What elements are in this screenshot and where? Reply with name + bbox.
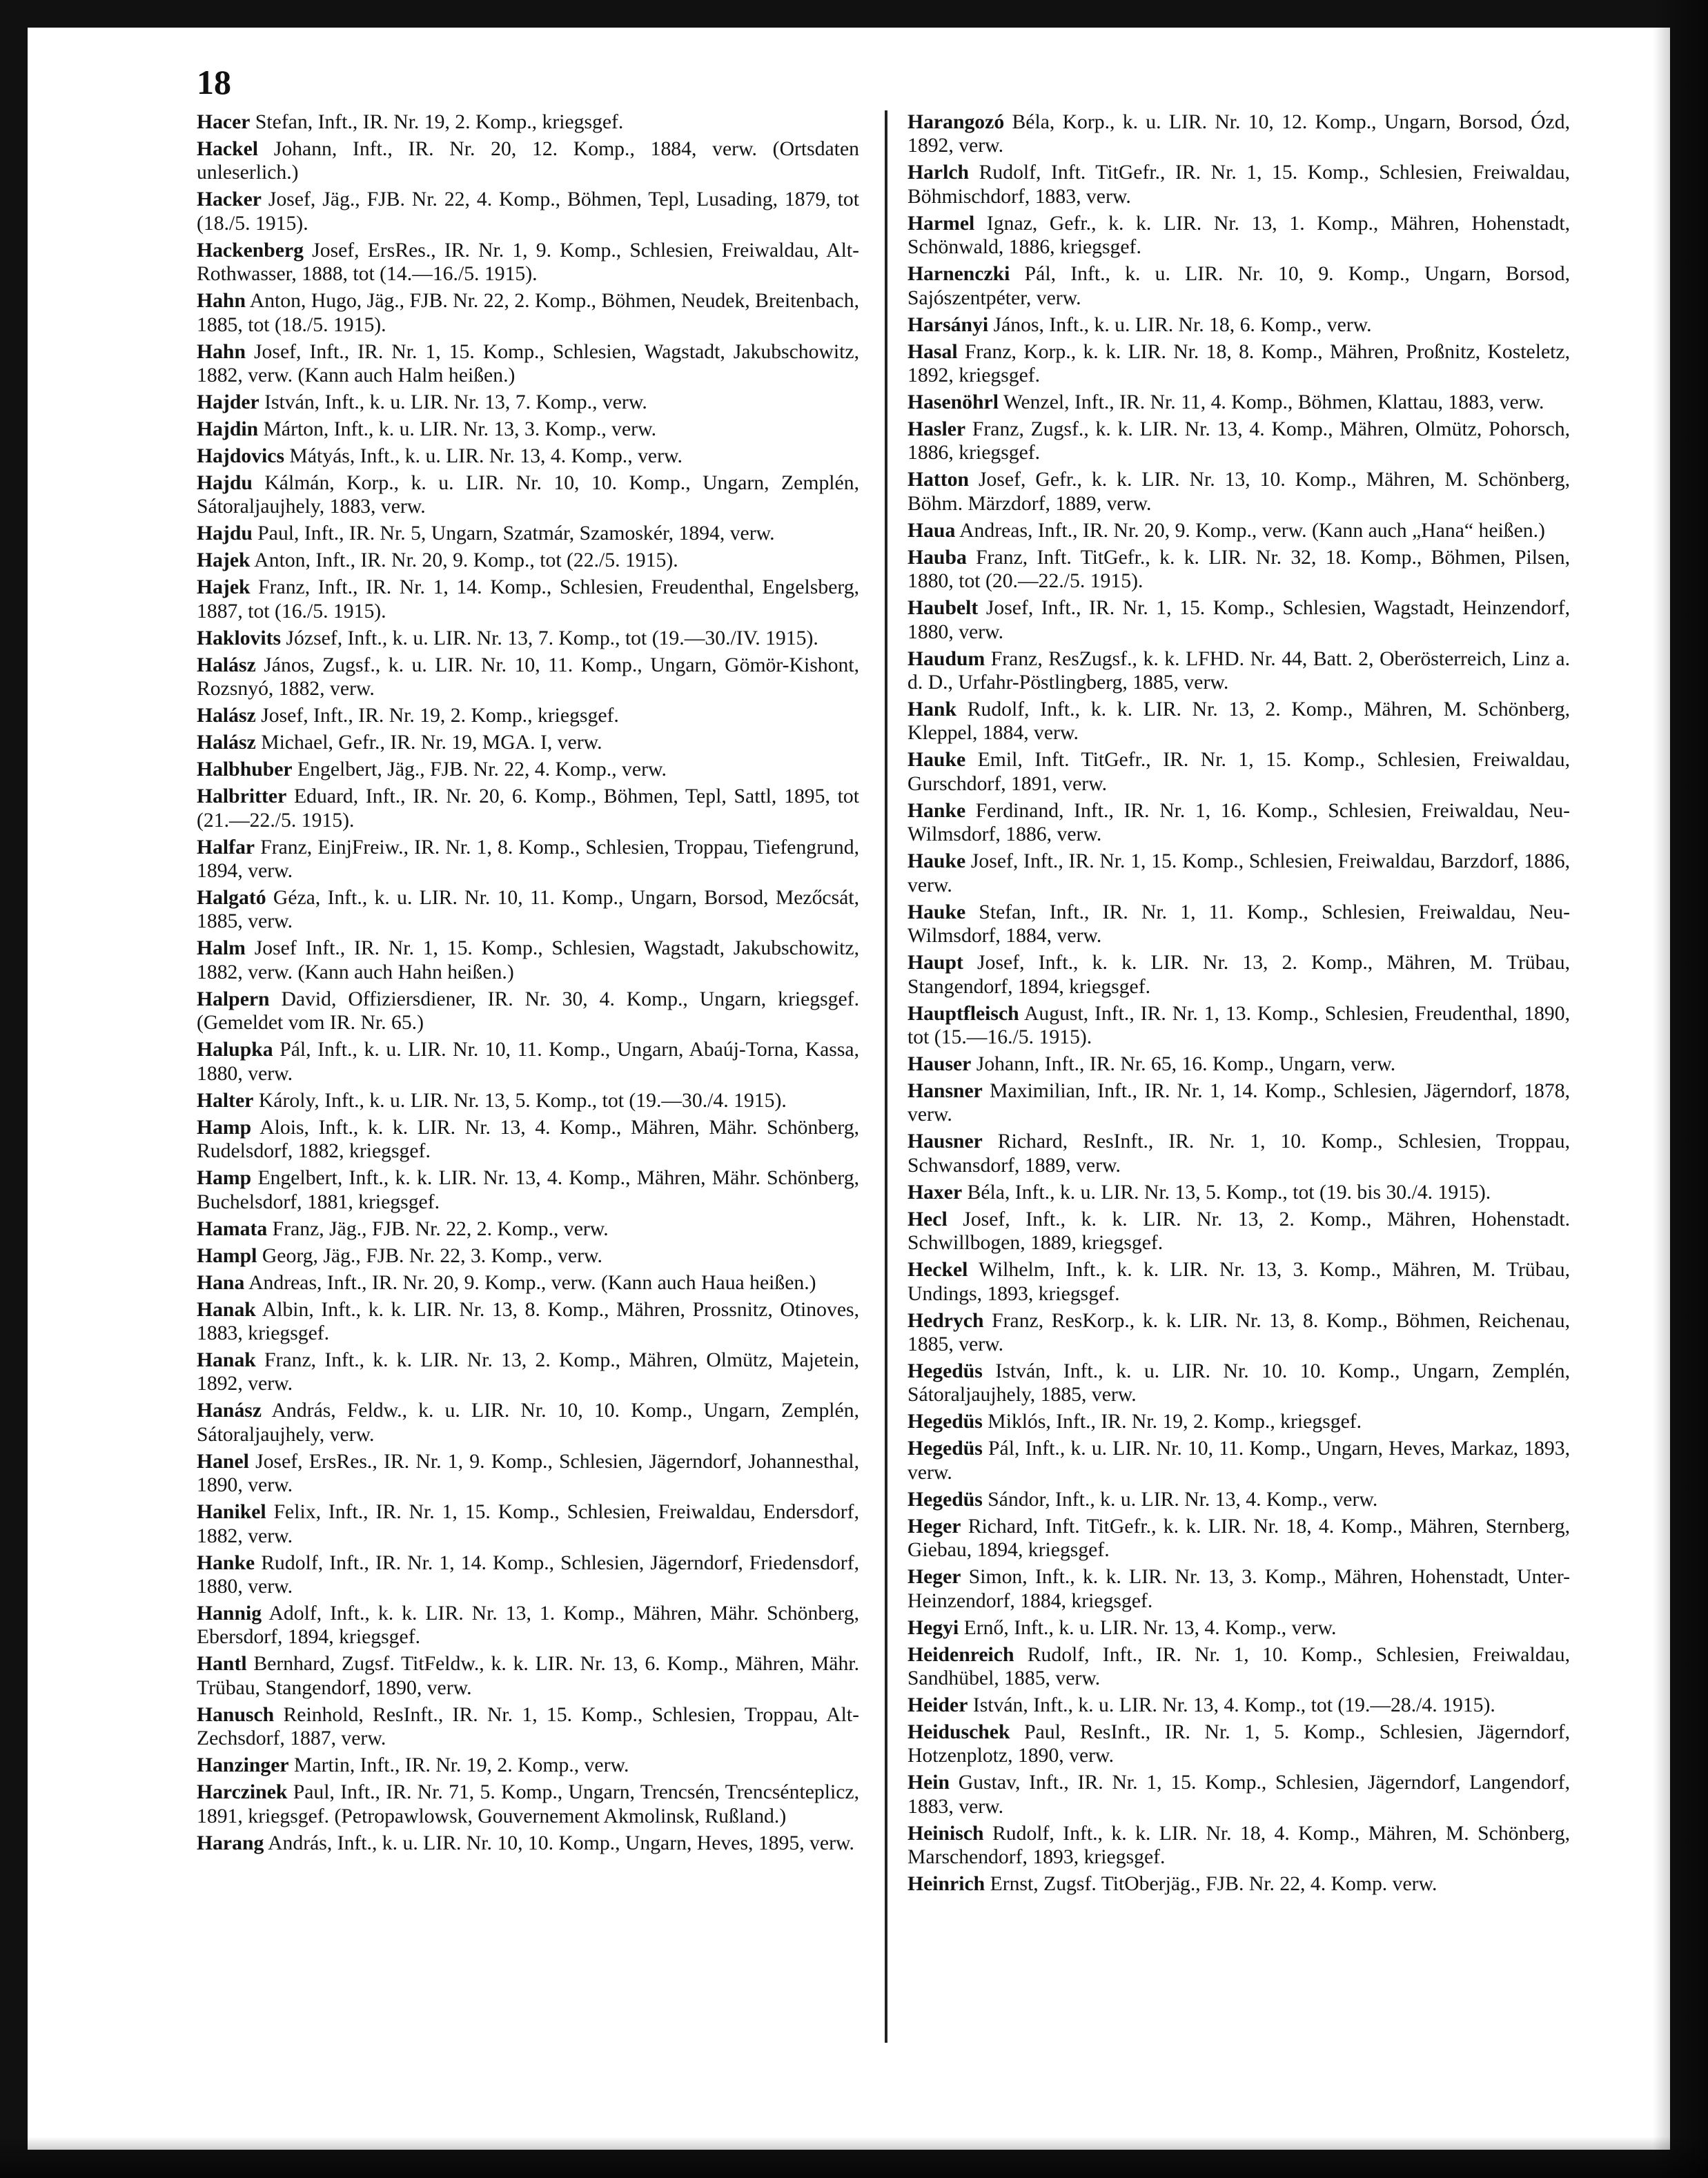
surname: Hajdovics xyxy=(197,445,284,468)
surname: Hauke xyxy=(907,749,966,772)
entry-details: Stefan, Inft., IR. Nr. 19, 2. Komp., kriegsgef. xyxy=(250,111,624,133)
surname: Heinisch xyxy=(907,1822,984,1845)
surname: Hanak xyxy=(197,1348,256,1371)
list-item xyxy=(197,576,859,623)
list-item xyxy=(907,748,1570,796)
surname: Halász xyxy=(197,732,256,754)
surname: Hajdu xyxy=(197,522,253,545)
entry-details: András, Inft., k. u. LIR. Nr. 10, 10. Komp., Ungarn, Heves, 1895, verw. xyxy=(264,1832,854,1854)
surname: Hauba xyxy=(907,546,967,569)
surname: Hajek xyxy=(197,576,251,599)
list-item xyxy=(197,1551,859,1599)
list-item xyxy=(197,1271,859,1295)
list-item xyxy=(907,901,1570,948)
surname: Hauptfleisch xyxy=(907,1002,1019,1025)
list-item xyxy=(907,262,1570,310)
entry-details: Josef, Inft., IR. Nr. 1, 15. Komp., Schlesien, Wagstadt, Jakubschowitz, 1882, verw. (Kann auch Halm heißen.) xyxy=(197,340,859,387)
entry-details: Bernhard, Zugsf. TitFeldw., k. k. LIR. Nr. 13, 6. Komp., Mähren, Mähr. Trübau, Stangendorf, 1890, verw. xyxy=(197,1653,859,1699)
entry-details: Paul, Inft., IR. Nr. 5, Ungarn, Szatmár, Szamoskér, 1894, verw. xyxy=(252,522,775,545)
surname: Haupt xyxy=(907,952,963,974)
surname: Hanikel xyxy=(197,1501,266,1524)
list-item xyxy=(907,1694,1570,1717)
entry-details: Béla, Korp., k. u. LIR. Nr. 10, 12. Komp., Ungarn, Borsod, Ózd, 1892, verw. xyxy=(907,111,1570,157)
entry-details: Engelbert, Inft., k. k. LIR. Nr. 13, 4. Komp., Mähren, Mähr. Schönberg, Buchelsdorf, 1881, kriegsgef. xyxy=(197,1167,859,1213)
entry-details: Johann, Inft., IR. Nr. 20, 12. Komp., 1884, verw. (Ortsdaten unleserlich.) xyxy=(197,138,859,184)
entry-details: Albin, Inft., k. k. LIR. Nr. 13, 8. Komp., Mähren, Prossnitz, Otinoves, 1883, kriegsgef. xyxy=(197,1298,859,1344)
list-item xyxy=(907,1872,1570,1896)
entry-details: Stefan, Inft., IR. Nr. 1, 11. Komp., Schlesien, Freiwaldau, Neu-Wilmsdorf, 1884, verw. xyxy=(907,901,1570,948)
list-item xyxy=(197,1602,859,1649)
list-item xyxy=(907,1616,1570,1640)
surname: Heger xyxy=(907,1566,961,1589)
surname: Hein xyxy=(907,1772,950,1794)
entry-details: Simon, Inft., k. k. LIR. Nr. 13, 3. Komp., Mähren, Hohenstadt, Unter-Heinzendorf, 1884, kriegsgef. xyxy=(907,1566,1570,1612)
surname: Hanel xyxy=(197,1450,249,1473)
entry-details: Wenzel, Inft., IR. Nr. 11, 4. Komp., Böhmen, Klattau, 1883, verw. xyxy=(998,391,1544,414)
list-item xyxy=(907,1002,1570,1050)
list-item xyxy=(197,1166,859,1214)
surname: Hackenberg xyxy=(197,239,304,262)
entry-details: Josef, Inft., k. k. LIR. Nr. 13, 2. Komp., Mähren, M. Trübau, Stangendorf, 1894, kriegsgef. xyxy=(907,952,1570,998)
list-item xyxy=(907,1079,1570,1127)
entry-details: Josef, Inft., IR. Nr. 1, 15. Komp., Schlesien, Freiwaldau, Barzdorf, 1886, verw. xyxy=(907,850,1570,896)
surname: Heiduschek xyxy=(907,1720,1010,1743)
surname: Hamp xyxy=(197,1167,252,1190)
surname: Halpern xyxy=(197,988,270,1010)
entry-details: Andreas, Inft., IR. Nr. 20, 9. Komp., verw. (Kann auch Haua heißen.) xyxy=(244,1271,816,1294)
entry-details: Gustav, Inft., IR. Nr. 1, 15. Komp., Schlesien, Jägerndorf, Langendorf, 1883, verw. xyxy=(907,1772,1570,1818)
surname: Halgató xyxy=(197,887,266,910)
entry-details: Pál, Inft., k. u. LIR. Nr. 10, 9. Komp., Ungarn, Borsod, Sajószentpéter, verw. xyxy=(907,263,1570,309)
list-item xyxy=(197,758,859,781)
entry-details: Franz, Jäg., FJB. Nr. 22, 2. Komp., verw. xyxy=(267,1217,609,1240)
entry-details: Franz, Inft., IR. Nr. 1, 14. Komp., Schlesien, Freudenthal, Engelsberg, 1887, tot (16./5. 1915). xyxy=(197,576,859,622)
entry-details: Paul, Inft., IR. Nr. 71, 5. Komp., Ungarn, Trencsén, Trencsénteplicz, 1891, kriegsgef. (Petropawlowsk, Gouvernement Akmolinsk, Rußland.) xyxy=(197,1781,859,1827)
surname: Hahn xyxy=(197,290,246,313)
list-item xyxy=(907,1360,1570,1407)
entry-details: David, Offiziersdiener, IR. Nr. 30, 4. Komp., Ungarn, kriegsgef. (Gemeldet vom IR. Nr. 65.) xyxy=(197,988,859,1034)
entry-details: Reinhold, ResInft., IR. Nr. 1, 15. Komp., Schlesien, Troppau, Alt-Zechsdorf, 1887, verw. xyxy=(197,1703,859,1750)
list-item xyxy=(907,1258,1570,1306)
surname: Heider xyxy=(907,1694,968,1716)
entry-details: Anton, Inft., IR. Nr. 20, 9. Komp., tot (22./5. 1915). xyxy=(250,549,678,572)
scan-shadow-bottom xyxy=(0,2137,1708,2178)
surname: Hana xyxy=(197,1271,245,1294)
entry-details: Josef, Jäg., FJB. Nr. 22, 4. Komp., Böhmen, Tepl, Lusading, 1879, tot (18./5. 1915). xyxy=(197,188,859,235)
entry-details: Josef Inft., IR. Nr. 1, 15. Komp., Schlesien, Wagstadt, Jakubschowitz, 1882, verw. (Kann auch Hahn heißen.) xyxy=(197,937,859,983)
list-item xyxy=(907,161,1570,208)
scan-shadow-right xyxy=(1653,0,1708,2178)
list-item xyxy=(907,1437,1570,1484)
surname: Harmel xyxy=(907,212,975,235)
entry-details: Franz, EinjFreiw., IR. Nr. 1, 8. Komp., Schlesien, Troppau, Tiefengrund, 1894, verw. xyxy=(197,836,859,883)
surname: Hajek xyxy=(197,549,251,572)
surname: Heinrich xyxy=(907,1873,985,1896)
entry-details: Andreas, Inft., IR. Nr. 20, 9. Komp., verw. (Kann auch „Hana“ heißen.) xyxy=(955,519,1545,542)
surname: Halupka xyxy=(197,1039,273,1061)
surname: Halter xyxy=(197,1089,254,1112)
list-item xyxy=(197,522,859,545)
list-item xyxy=(907,799,1570,847)
entry-details: Josef, Gefr., k. k. LIR. Nr. 13, 10. Komp., Mähren, M. Schönberg, Böhm. Märzdorf, 1889, verw. xyxy=(907,469,1570,515)
list-item xyxy=(907,1771,1570,1818)
list-item xyxy=(197,239,859,286)
surname: Hausner xyxy=(907,1130,983,1153)
surname: Heger xyxy=(907,1515,961,1538)
entry-details: Franz, ResZugsf., k. k. LFHD. Nr. 44, Batt. 2, Oberösterreich, Linz a. d. D., Urfahr-Pöstlingberg, 1885, verw. xyxy=(907,647,1570,694)
surname: Hanak xyxy=(197,1298,256,1321)
surname: Heckel xyxy=(907,1259,968,1282)
surname: Halász xyxy=(197,654,256,676)
entry-details: Rudolf, Inft., IR. Nr. 1, 14. Komp., Schlesien, Jägerndorf, Friedensdorf, 1880, verw. xyxy=(197,1551,859,1598)
surname: Hahn xyxy=(197,340,246,363)
entry-details: Miklós, Inft., IR. Nr. 19, 2. Komp., kriegsgef. xyxy=(982,1411,1362,1433)
surname: Hajder xyxy=(197,391,259,414)
surname: Hauser xyxy=(907,1052,972,1075)
entry-details: Pál, Inft., k. u. LIR. Nr. 10, 11. Komp., Ungarn, Heves, Markaz, 1893, verw. xyxy=(907,1438,1570,1484)
list-item xyxy=(197,1703,859,1751)
surname: Hauke xyxy=(907,850,966,873)
entry-details: István, Inft., k. u. LIR. Nr. 10. 10. Komp., Ungarn, Zemplén, Sátoraljaujhely, 1885, verw. xyxy=(907,1360,1570,1406)
entry-details: Eduard, Inft., IR. Nr. 20, 6. Komp., Böhmen, Tepl, Sattl, 1895, tot (21.—22./5. 1915). xyxy=(197,785,859,832)
entry-details: Josef, Inft., IR. Nr. 1, 15. Komp., Schlesien, Wagstadt, Heinzendorf, 1880, verw. xyxy=(907,597,1570,643)
entry-details: Mátyás, Inft., k. u. LIR. Nr. 13, 4. Komp., verw. xyxy=(284,445,683,468)
list-item xyxy=(197,471,859,519)
right-column xyxy=(907,110,1570,1899)
surname: Hacker xyxy=(197,188,262,211)
surname: Hantl xyxy=(197,1653,247,1676)
surname: Halbhuber xyxy=(197,758,293,781)
entry-details: János, Inft., k. u. LIR. Nr. 18, 6. Komp., verw. xyxy=(988,313,1372,336)
entry-details: Maximilian, Inft., IR. Nr. 1, 14. Komp., Schlesien, Jägerndorf, 1878, verw. xyxy=(907,1079,1570,1126)
list-item xyxy=(197,1652,859,1700)
list-item xyxy=(197,1217,859,1241)
list-item xyxy=(197,1298,859,1346)
list-item xyxy=(197,1348,859,1396)
list-item xyxy=(907,1208,1570,1255)
list-item xyxy=(197,340,859,388)
list-item xyxy=(197,289,859,337)
list-item xyxy=(907,850,1570,897)
entry-details: Franz, Inft. TitGefr., k. k. LIR. Nr. 32, 18. Komp., Böhmen, Pilsen, 1880, tot (20.—22./5. 1915). xyxy=(907,546,1570,593)
list-item xyxy=(907,468,1570,516)
list-item xyxy=(197,704,859,727)
entry-details: János, Zugsf., k. u. LIR. Nr. 10, 11. Komp., Ungarn, Gömör-Kishont, Rozsnyó, 1882, verw. xyxy=(197,654,859,700)
entry-details: Ernő, Inft., k. u. LIR. Nr. 13, 4. Komp., verw. xyxy=(959,1616,1337,1639)
entry-details: Géza, Inft., k. u. LIR. Nr. 10, 11. Komp., Ungarn, Borsod, Mezőcsát, 1885, verw. xyxy=(197,887,859,933)
surname: Hecl xyxy=(907,1208,948,1230)
list-item xyxy=(197,731,859,754)
list-item xyxy=(907,418,1570,465)
entry-details: Ernst, Zugsf. TitOberjäg., FJB. Nr. 22, 4. Komp. verw. xyxy=(985,1873,1437,1896)
surname: Hauke xyxy=(907,901,966,923)
surname: Hanke xyxy=(907,799,966,822)
list-item xyxy=(907,1822,1570,1870)
surname: Hamata xyxy=(197,1217,268,1240)
surname: Haubelt xyxy=(907,597,979,620)
surname: Hanász xyxy=(197,1400,262,1422)
list-item xyxy=(197,1832,859,1855)
list-item xyxy=(197,1754,859,1777)
entry-details: Kálmán, Korp., k. u. LIR. Nr. 10, 10. Komp., Ungarn, Zemplén, Sátoraljaujhely, 1883, verw. xyxy=(197,472,859,518)
list-item xyxy=(907,1309,1570,1357)
entry-details: Engelbert, Jäg., FJB. Nr. 22, 4. Komp., verw. xyxy=(292,758,667,781)
list-item xyxy=(197,785,859,832)
list-item xyxy=(197,1038,859,1086)
entry-details: Martin, Inft., IR. Nr. 19, 2. Komp., verw. xyxy=(288,1754,629,1777)
entry-details: Pál, Inft., k. u. LIR. Nr. 10, 11. Komp., Ungarn, Abaúj-Torna, Kassa, 1880, verw. xyxy=(197,1039,859,1085)
entry-details: Franz, ResKorp., k. k. LIR. Nr. 13, 8. Komp., Böhmen, Reichenau, 1885, verw. xyxy=(907,1309,1570,1355)
list-item xyxy=(197,654,859,701)
entry-details: Felix, Inft., IR. Nr. 1, 15. Komp., Schlesien, Freiwaldau, Endersdorf, 1882, verw. xyxy=(197,1501,859,1547)
list-item xyxy=(907,546,1570,593)
surname: Harlch xyxy=(907,161,970,184)
surname: Hasal xyxy=(907,340,958,363)
surname: Harsányi xyxy=(907,313,989,336)
entry-details: István, Inft., k. u. LIR. Nr. 13, 7. Komp., verw. xyxy=(259,391,647,414)
entry-details: Franz, Korp., k. k. LIR. Nr. 18, 8. Komp., Mähren, Proßnitz, Kosteletz, 1892, kriegsgef. xyxy=(907,340,1570,387)
list-item xyxy=(907,519,1570,542)
entry-details: Franz, Inft., k. k. LIR. Nr. 13, 2. Komp., Mähren, Olmütz, Majetein, 1892, verw. xyxy=(197,1348,859,1395)
surname: Halász xyxy=(197,705,256,727)
surname: Hanusch xyxy=(197,1703,275,1726)
surname: Haklovits xyxy=(197,627,282,649)
list-item xyxy=(197,1116,859,1164)
surname: Hanke xyxy=(197,1551,255,1574)
entry-details: Richard, ResInft., IR. Nr. 1, 10. Komp., Schlesien, Troppau, Schwansdorf, 1889, verw. xyxy=(907,1130,1570,1177)
entry-details: Ferdinand, Inft., IR. Nr. 1, 16. Komp., Schlesien, Freiwaldau, Neu-Wilmsdorf, 1886, verw. xyxy=(907,799,1570,846)
surname: Hamp xyxy=(197,1116,252,1139)
surname: Hasenöhrl xyxy=(907,391,999,414)
entry-details: Rudolf, Inft., IR. Nr. 1, 10. Komp., Schlesien, Freiwaldau, Sandhübel, 1885, verw. xyxy=(907,1643,1570,1689)
surname: Haxer xyxy=(907,1181,963,1204)
left-column xyxy=(197,110,859,1858)
surname: Haudum xyxy=(907,647,985,670)
entry-details: András, Feldw., k. u. LIR. Nr. 10, 10. Komp., Ungarn, Zemplén, Sátoraljaujhely, verw. xyxy=(197,1400,859,1446)
list-item xyxy=(197,418,859,441)
list-item xyxy=(197,988,859,1035)
surname: Harang xyxy=(197,1832,264,1854)
list-item xyxy=(907,391,1570,414)
entry-details: Georg, Jäg., FJB. Nr. 22, 3. Komp., verw. xyxy=(257,1244,602,1267)
list-item xyxy=(907,1643,1570,1691)
surname: Hegedüs xyxy=(907,1411,983,1433)
list-item xyxy=(907,1130,1570,1177)
list-item xyxy=(197,936,859,984)
entry-details: Michael, Gefr., IR. Nr. 19, MGA. I, verw. xyxy=(255,732,602,754)
entry-details: Josef, Inft., k. k. LIR. Nr. 13, 2. Komp., Mähren, Hohenstadt. Schwillbogen, 1889, kriegsgef. xyxy=(907,1208,1570,1255)
surname: Harczinek xyxy=(197,1781,288,1804)
list-item xyxy=(907,647,1570,695)
list-item xyxy=(907,698,1570,745)
entry-details: Emil, Inft. TitGefr., IR. Nr. 1, 15. Komp., Schlesien, Freiwaldau, Gurschdorf, 1891, verw. xyxy=(907,749,1570,795)
entry-details: Josef, ErsRes., IR. Nr. 1, 9. Komp., Schlesien, Jägerndorf, Johannesthal, 1890, verw. xyxy=(197,1450,859,1497)
list-item xyxy=(197,1089,859,1112)
entry-details: Paul, ResInft., IR. Nr. 1, 5. Komp., Schlesien, Jägerndorf, Hotzenplotz, 1890, verw. xyxy=(907,1720,1570,1767)
list-item xyxy=(197,549,859,572)
surname: Hegedüs xyxy=(907,1438,983,1460)
entry-details: Béla, Inft., k. u. LIR. Nr. 13, 5. Komp., tot (19. bis 30./4. 1915). xyxy=(962,1181,1491,1204)
list-item xyxy=(907,1181,1570,1204)
surname: Halbritter xyxy=(197,785,287,808)
list-item xyxy=(197,1244,859,1268)
surname: Hajdin xyxy=(197,418,259,441)
list-item xyxy=(197,391,859,414)
entry-details: August, Inft., IR. Nr. 1, 13. Komp., Schlesien, Freudenthal, 1890, tot (15.—16./5. 1915). xyxy=(907,1002,1570,1048)
entry-details: Franz, Zugsf., k. k. LIR. Nr. 13, 4. Komp., Mähren, Olmütz, Pohorsch, 1886, kriegsgef. xyxy=(907,418,1570,464)
surname: Harangozó xyxy=(907,111,1005,133)
entry-details: Károly, Inft., k. u. LIR. Nr. 13, 5. Komp., tot (19.—30./4. 1915). xyxy=(253,1089,787,1112)
list-item xyxy=(907,1052,1570,1076)
entry-details: Márton, Inft., k. u. LIR. Nr. 13, 3. Komp., verw. xyxy=(258,418,656,441)
entry-details: Sándor, Inft., k. u. LIR. Nr. 13, 4. Komp., verw. xyxy=(982,1488,1378,1511)
list-item xyxy=(907,1488,1570,1511)
surname: Halfar xyxy=(197,836,255,859)
entry-details: Josef, ErsRes., IR. Nr. 1, 9. Komp., Schlesien, Freiwaldau, Alt-Rothwasser, 1888, tot (14.—16./5. 1915). xyxy=(197,239,859,286)
list-item xyxy=(907,1720,1570,1768)
entry-details: Rudolf, Inft., k. k. LIR. Nr. 13, 2. Komp., Mähren, M. Schönberg, Kleppel, 1884, verw. xyxy=(907,698,1570,745)
surname: Hatton xyxy=(907,469,970,491)
list-item xyxy=(907,951,1570,999)
list-item xyxy=(907,340,1570,388)
entry-details: Josef, Inft., IR. Nr. 19, 2. Komp., kriegsgef. xyxy=(255,705,619,727)
surname: Hanzinger xyxy=(197,1754,289,1777)
entry-details: Rudolf, Inft., k. k. LIR. Nr. 18, 4. Komp., Mähren, M. Schönberg, Marschendorf, 1893, kriegsgef. xyxy=(907,1822,1570,1869)
list-item xyxy=(197,627,859,650)
entry-details: Johann, Inft., IR. Nr. 65, 16. Komp., Ungarn, verw. xyxy=(971,1052,1396,1075)
list-item xyxy=(907,313,1570,337)
list-item xyxy=(197,886,859,934)
list-item xyxy=(197,188,859,235)
list-item xyxy=(197,137,859,185)
surname: Hegedüs xyxy=(907,1488,983,1511)
entry-details: Anton, Hugo, Jäg., FJB. Nr. 22, 2. Komp., Böhmen, Neudek, Breitenbach, 1885, tot (18./5. 1915). xyxy=(197,290,859,336)
surname: Hajdu xyxy=(197,472,253,495)
surname: Hacer xyxy=(197,111,251,133)
list-item xyxy=(197,110,859,134)
list-item xyxy=(197,1500,859,1548)
surname: Haua xyxy=(907,519,956,542)
surname: Hegedüs xyxy=(907,1360,983,1382)
surname: Hampl xyxy=(197,1244,257,1267)
entry-details: Adolf, Inft., k. k. LIR. Nr. 13, 1. Komp., Mähren, Mähr. Schönberg, Ebersdorf, 1894, kriegsgef. xyxy=(197,1602,859,1649)
surname: Hegyi xyxy=(907,1616,959,1639)
list-item xyxy=(907,212,1570,259)
list-item xyxy=(197,1450,859,1498)
surname: Hackel xyxy=(197,138,259,160)
entry-details: István, Inft., k. u. LIR. Nr. 13, 4. Komp., tot (19.—28./4. 1915). xyxy=(968,1694,1495,1716)
surname: Heidenreich xyxy=(907,1643,1014,1666)
column-divider xyxy=(885,110,887,2043)
entry-details: Wilhelm, Inft., k. k. LIR. Nr. 13, 3. Komp., Mähren, M. Trübau, Undings, 1893, kriegsgef. xyxy=(907,1259,1570,1305)
entry-details: Ignaz, Gefr., k. k. LIR. Nr. 13, 1. Komp., Mähren, Hohenstadt, Schönwald, 1886, kriegsgef. xyxy=(907,212,1570,259)
entry-details: Richard, Inft. TitGefr., k. k. LIR. Nr. 18, 4. Komp., Mähren, Sternberg, Giebau, 1894, kriegsgef. xyxy=(907,1515,1570,1562)
surname: Hannig xyxy=(197,1602,262,1625)
list-item xyxy=(907,1410,1570,1433)
surname: Hank xyxy=(907,698,956,721)
list-item xyxy=(197,444,859,468)
list-item xyxy=(197,1780,859,1828)
surname: Halm xyxy=(197,937,246,960)
entry-details: Rudolf, Inft. TitGefr., IR. Nr. 1, 15. Komp., Schlesien, Freiwaldau, Böhmischdorf, 1883, verw. xyxy=(907,161,1570,208)
list-item xyxy=(907,1515,1570,1562)
list-item xyxy=(907,596,1570,644)
surname: Hansner xyxy=(907,1079,983,1102)
surname: Hasler xyxy=(907,418,966,441)
list-item xyxy=(907,110,1570,158)
list-item xyxy=(907,1565,1570,1613)
list-item xyxy=(197,836,859,883)
entry-details: Alois, Inft., k. k. LIR. Nr. 13, 4. Komp., Mähren, Mähr. Schönberg, Rudelsdorf, 1882, kriegsgef. xyxy=(197,1116,859,1163)
entry-details: József, Inft., k. u. LIR. Nr. 13, 7. Komp., tot (19.—30./IV. 1915). xyxy=(281,627,818,649)
list-item xyxy=(197,1399,859,1446)
surname: Harnenczki xyxy=(907,263,1010,286)
surname: Hedrych xyxy=(907,1309,984,1332)
page-number: 18 xyxy=(197,63,231,101)
